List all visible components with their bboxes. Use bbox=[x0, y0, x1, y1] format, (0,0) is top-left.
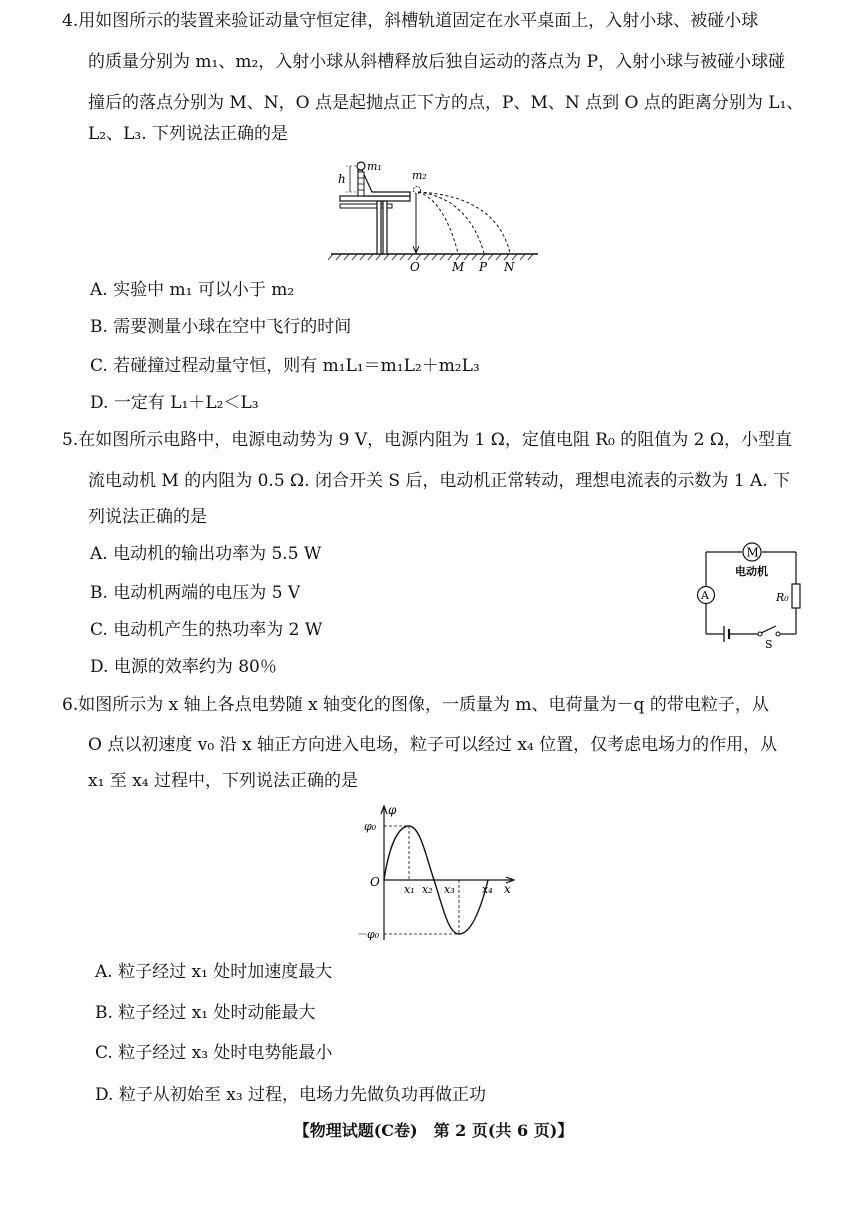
x4-label: x₄ bbox=[482, 883, 493, 896]
switch-label: S bbox=[765, 638, 773, 650]
x2-label: x₂ bbox=[422, 883, 433, 896]
motor-symbol: M bbox=[746, 545, 759, 560]
q4-option-b: B. 需要测量小球在空中飞行的时间 bbox=[90, 317, 352, 337]
q5-option-d: D. 电源的效率约为 80％ bbox=[90, 657, 277, 677]
potential-graph-figure bbox=[354, 800, 519, 950]
q4-stem-line-1: 4.用如图所示的装置来验证动量守恒定律，斜槽轨道固定在水平桌面上，入射小球、被碰小球 bbox=[62, 11, 759, 31]
q4-option-c: C. 若碰撞过程动量守恒，则有 m₁L₁＝m₁L₂＋m₂L₃ bbox=[90, 356, 480, 376]
resistor-label: R₀ bbox=[776, 591, 789, 604]
N-label: N bbox=[504, 260, 515, 274]
q6-stem-line-1: 6.如图所示为 x 轴上各点电势随 x 轴变化的图像，一质量为 m、电荷量为－q 的带电粒子，从 bbox=[62, 695, 769, 715]
q4-stem-line-3: 撞后的落点分别为 M、N，O 点是起抛点正下方的点，P、M、N 点到 O 点的距离分别为 L₁、 bbox=[88, 93, 804, 113]
q6-option-b: B. 粒子经过 x₁ 处时动能最大 bbox=[95, 1003, 316, 1023]
h-label: h bbox=[338, 172, 346, 186]
neg-phi0-label: －φ₀ bbox=[356, 928, 380, 941]
ammeter-symbol: A bbox=[701, 589, 709, 602]
phi-axis-label: φ bbox=[388, 803, 397, 817]
q5-stem-line-3: 列说法正确的是 bbox=[88, 507, 207, 527]
collision-apparatus-figure bbox=[328, 158, 543, 276]
x3-label: x₃ bbox=[444, 883, 455, 896]
q5-option-a: A. 电动机的输出功率为 5.5 W bbox=[90, 544, 322, 564]
q5-option-b: B. 电动机两端的电压为 5 V bbox=[90, 583, 301, 603]
x1-label: x₁ bbox=[404, 883, 415, 896]
origin-label: O bbox=[370, 875, 380, 889]
m2-label: m₂ bbox=[412, 169, 427, 182]
q4-stem-line-4: L₂、L₃. 下列说法正确的是 bbox=[88, 124, 289, 144]
m1-label: m₁ bbox=[367, 160, 382, 173]
circuit-figure bbox=[692, 538, 812, 650]
q5-stem-line-2: 流电动机 M 的内阻为 0.5 Ω. 闭合开关 S 后，电动机正常转动，理想电流表的示数为 1 A. 下 bbox=[88, 471, 791, 491]
q6-option-d: D. 粒子从初始至 x₃ 过程，电场力先做负功再做正功 bbox=[95, 1085, 487, 1105]
q6-stem-line-3: x₁ 至 x₄ 过程中，下列说法正确的是 bbox=[88, 771, 359, 791]
page-footer: 【物理试题(C卷) 第 2 页(共 6 页)】 bbox=[293, 1121, 574, 1140]
q5-stem-line-1: 5.在如图所示电路中，电源电动势为 9 V，电源内阻为 1 Ω，定值电阻 R₀ 的阻值为 2 Ω，小型直 bbox=[62, 430, 792, 450]
q6-option-c: C. 粒子经过 x₃ 处时电势能最小 bbox=[95, 1043, 333, 1063]
q4-option-a: A. 实验中 m₁ 可以小于 m₂ bbox=[90, 280, 295, 300]
motor-text: 电动机 bbox=[735, 565, 768, 578]
M-label: M bbox=[452, 260, 465, 274]
x-axis-label: x bbox=[504, 882, 511, 896]
q4-option-d: D. 一定有 L₁＋L₂＜L₃ bbox=[90, 393, 259, 413]
q6-option-a: A. 粒子经过 x₁ 处时加速度最大 bbox=[95, 962, 333, 982]
phi0-label: φ₀ bbox=[364, 820, 377, 833]
O-label: O bbox=[410, 260, 420, 274]
P-label: P bbox=[479, 260, 488, 274]
q6-stem-line-2: O 点以初速度 v₀ 沿 x 轴正方向进入电场，粒子可以经过 x₄ 位置，仅考虑电场力的作用，从 bbox=[88, 735, 778, 755]
q4-stem-line-2: 的质量分别为 m₁、m₂，入射小球从斜槽释放后独自运动的落点为 P，入射小球与被碰小球碰 bbox=[88, 52, 786, 72]
q5-option-c: C. 电动机产生的热功率为 2 W bbox=[90, 620, 323, 640]
